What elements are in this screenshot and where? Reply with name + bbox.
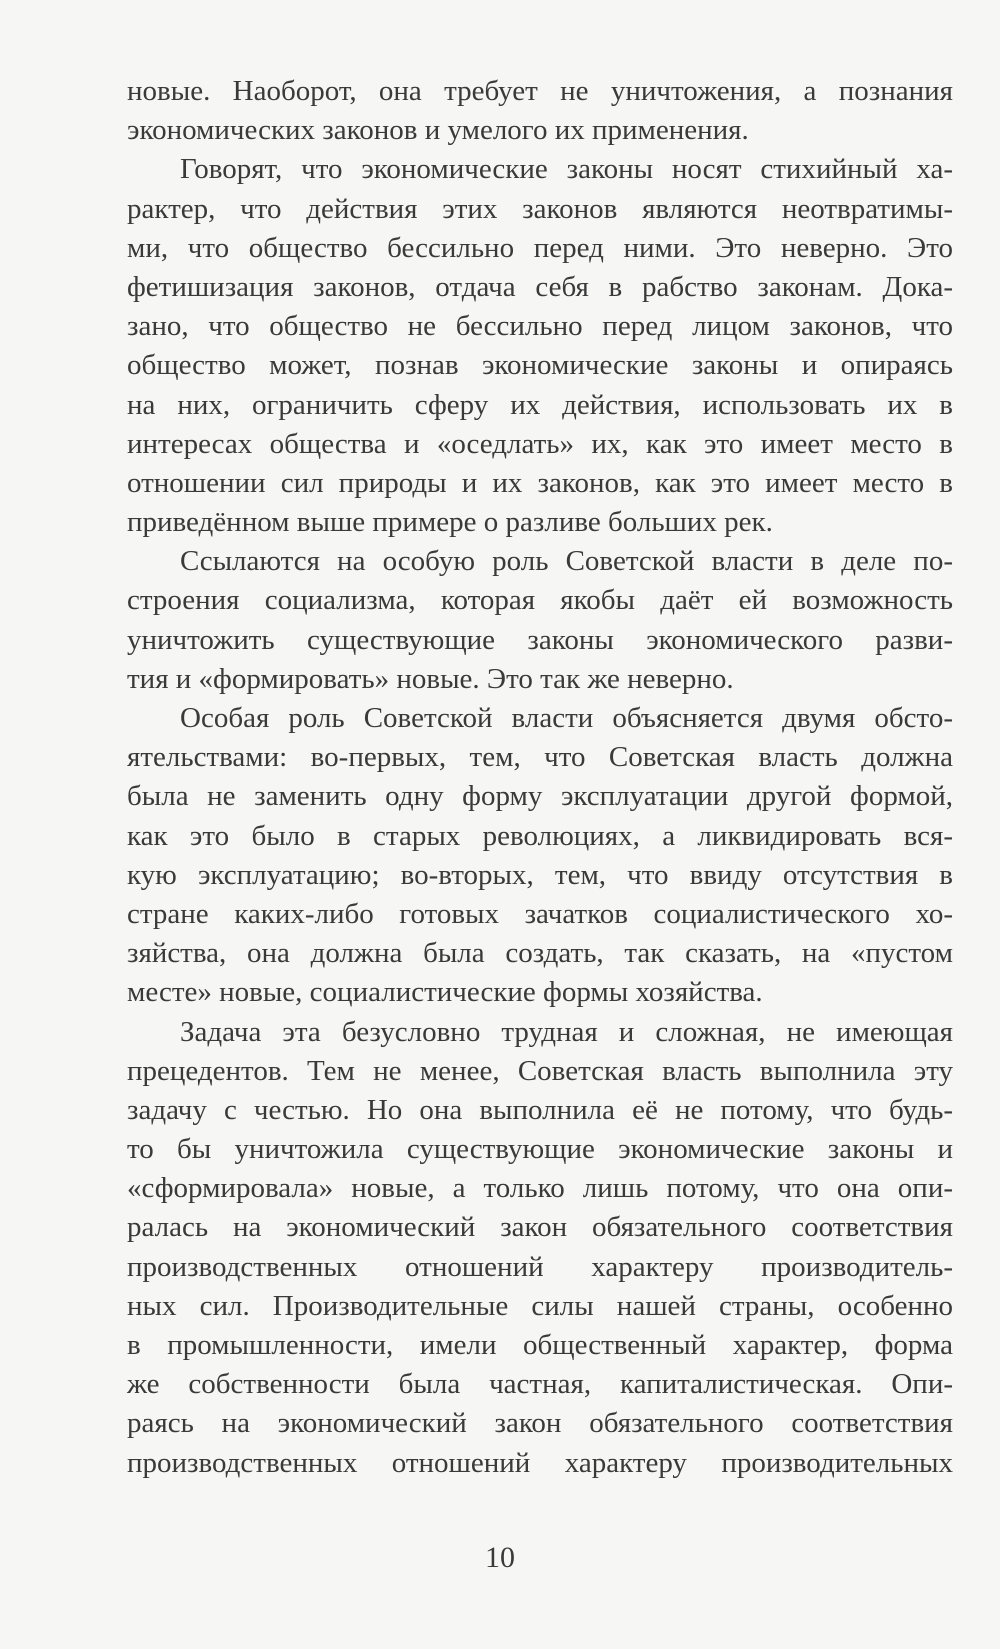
paragraph bbox=[127, 1013, 953, 1483]
text-line: общество может, познав экономические законы и опираясь bbox=[127, 349, 953, 382]
paragraph bbox=[127, 150, 953, 542]
text-line: приведённом выше примере о разливе больших рек. bbox=[127, 506, 773, 539]
text-line: производственных отношений характеру производительных bbox=[127, 1446, 953, 1479]
text-line: «сформировала» новые, а только лишь потому, что она опи- bbox=[127, 1172, 953, 1205]
text-line: задачу с честью. Но она выполнила её не потому, что будь- bbox=[127, 1093, 953, 1126]
text-line: зяйства, она должна была создать, так сказать, на «пустом bbox=[127, 937, 953, 970]
page-number: 10 bbox=[485, 1541, 515, 1574]
text-line: месте» новые, социалистические формы хозяйства. bbox=[127, 976, 763, 1009]
text-line: ных сил. Производительные силы нашей страны, особенно bbox=[127, 1289, 953, 1322]
text-line: Особая роль Советской власти объясняется двумя обсто- bbox=[180, 702, 953, 734]
text-line: строения социализма, которая якобы даёт ей возможность bbox=[127, 584, 953, 617]
text-line: ми, что общество бессильно перед ними. Это неверно. Это bbox=[127, 231, 953, 264]
text-line: ралась на экономический закон обязательного соответствия bbox=[127, 1211, 953, 1244]
text-line: раясь на экономический закон обязательного соответствия bbox=[127, 1407, 953, 1440]
text-line: тия и «формировать» новые. Это так же неверно. bbox=[127, 662, 734, 695]
text-line: Задача эта безусловно трудная и сложная, не имеющая bbox=[180, 1015, 953, 1048]
paragraph bbox=[127, 542, 953, 699]
text-line: прецедентов. Тем не менее, Советская власть выполнила эту bbox=[127, 1054, 953, 1087]
text-line: производственных отношений характеру производитель- bbox=[127, 1250, 953, 1283]
text-line: отношении сил природы и их законов, как это имеет место в bbox=[127, 466, 953, 499]
text-line: как это было в старых революциях, а ликвидировать вся- bbox=[127, 819, 953, 852]
text-line: же собственности была частная, капиталистическая. Опи- bbox=[127, 1368, 953, 1401]
text-line: ятельствами: во-первых, тем, что Советская власть должна bbox=[127, 741, 953, 774]
paragraph bbox=[127, 72, 953, 150]
text-line: Говорят, что экономические законы носят стихийный ха- bbox=[180, 153, 953, 186]
text-line: в промышленности, имели общественный характер, форма bbox=[127, 1329, 953, 1361]
text-line: стране каких-либо готовых зачатков социалистического хо- bbox=[127, 897, 953, 930]
text-line: уничтожить существующие законы экономического разви- bbox=[127, 623, 953, 656]
text-line: экономических законов и умелого их применения. bbox=[127, 114, 749, 147]
body-text bbox=[127, 72, 953, 1483]
text-line: кую эксплуатацию; во-вторых, тем, что ввиду отсутствия в bbox=[127, 858, 953, 891]
text-line: на них, ограничить сферу их действия, использовать их в bbox=[127, 388, 953, 421]
text-line: интересах общества и «оседлать» их, как это имеет место в bbox=[127, 427, 953, 460]
text-line: зано, что общество не бессильно перед лицом законов, что bbox=[127, 310, 953, 343]
text-line: то бы уничтожила существующие экономические законы и bbox=[127, 1133, 953, 1166]
paragraph bbox=[127, 699, 953, 1013]
text-line: новые. Наоборот, она требует не уничтожения, а познания bbox=[127, 75, 953, 107]
text-line: Ссылаются на особую роль Советской власти в деле по- bbox=[180, 545, 953, 578]
text-line: рактер, что действия этих законов являются неотвратимы- bbox=[127, 192, 953, 225]
text-line: была не заменить одну форму эксплуатации другой формой, bbox=[127, 780, 953, 813]
text-line: фетишизация законов, отдача себя в рабство законам. Дока- bbox=[127, 270, 953, 303]
